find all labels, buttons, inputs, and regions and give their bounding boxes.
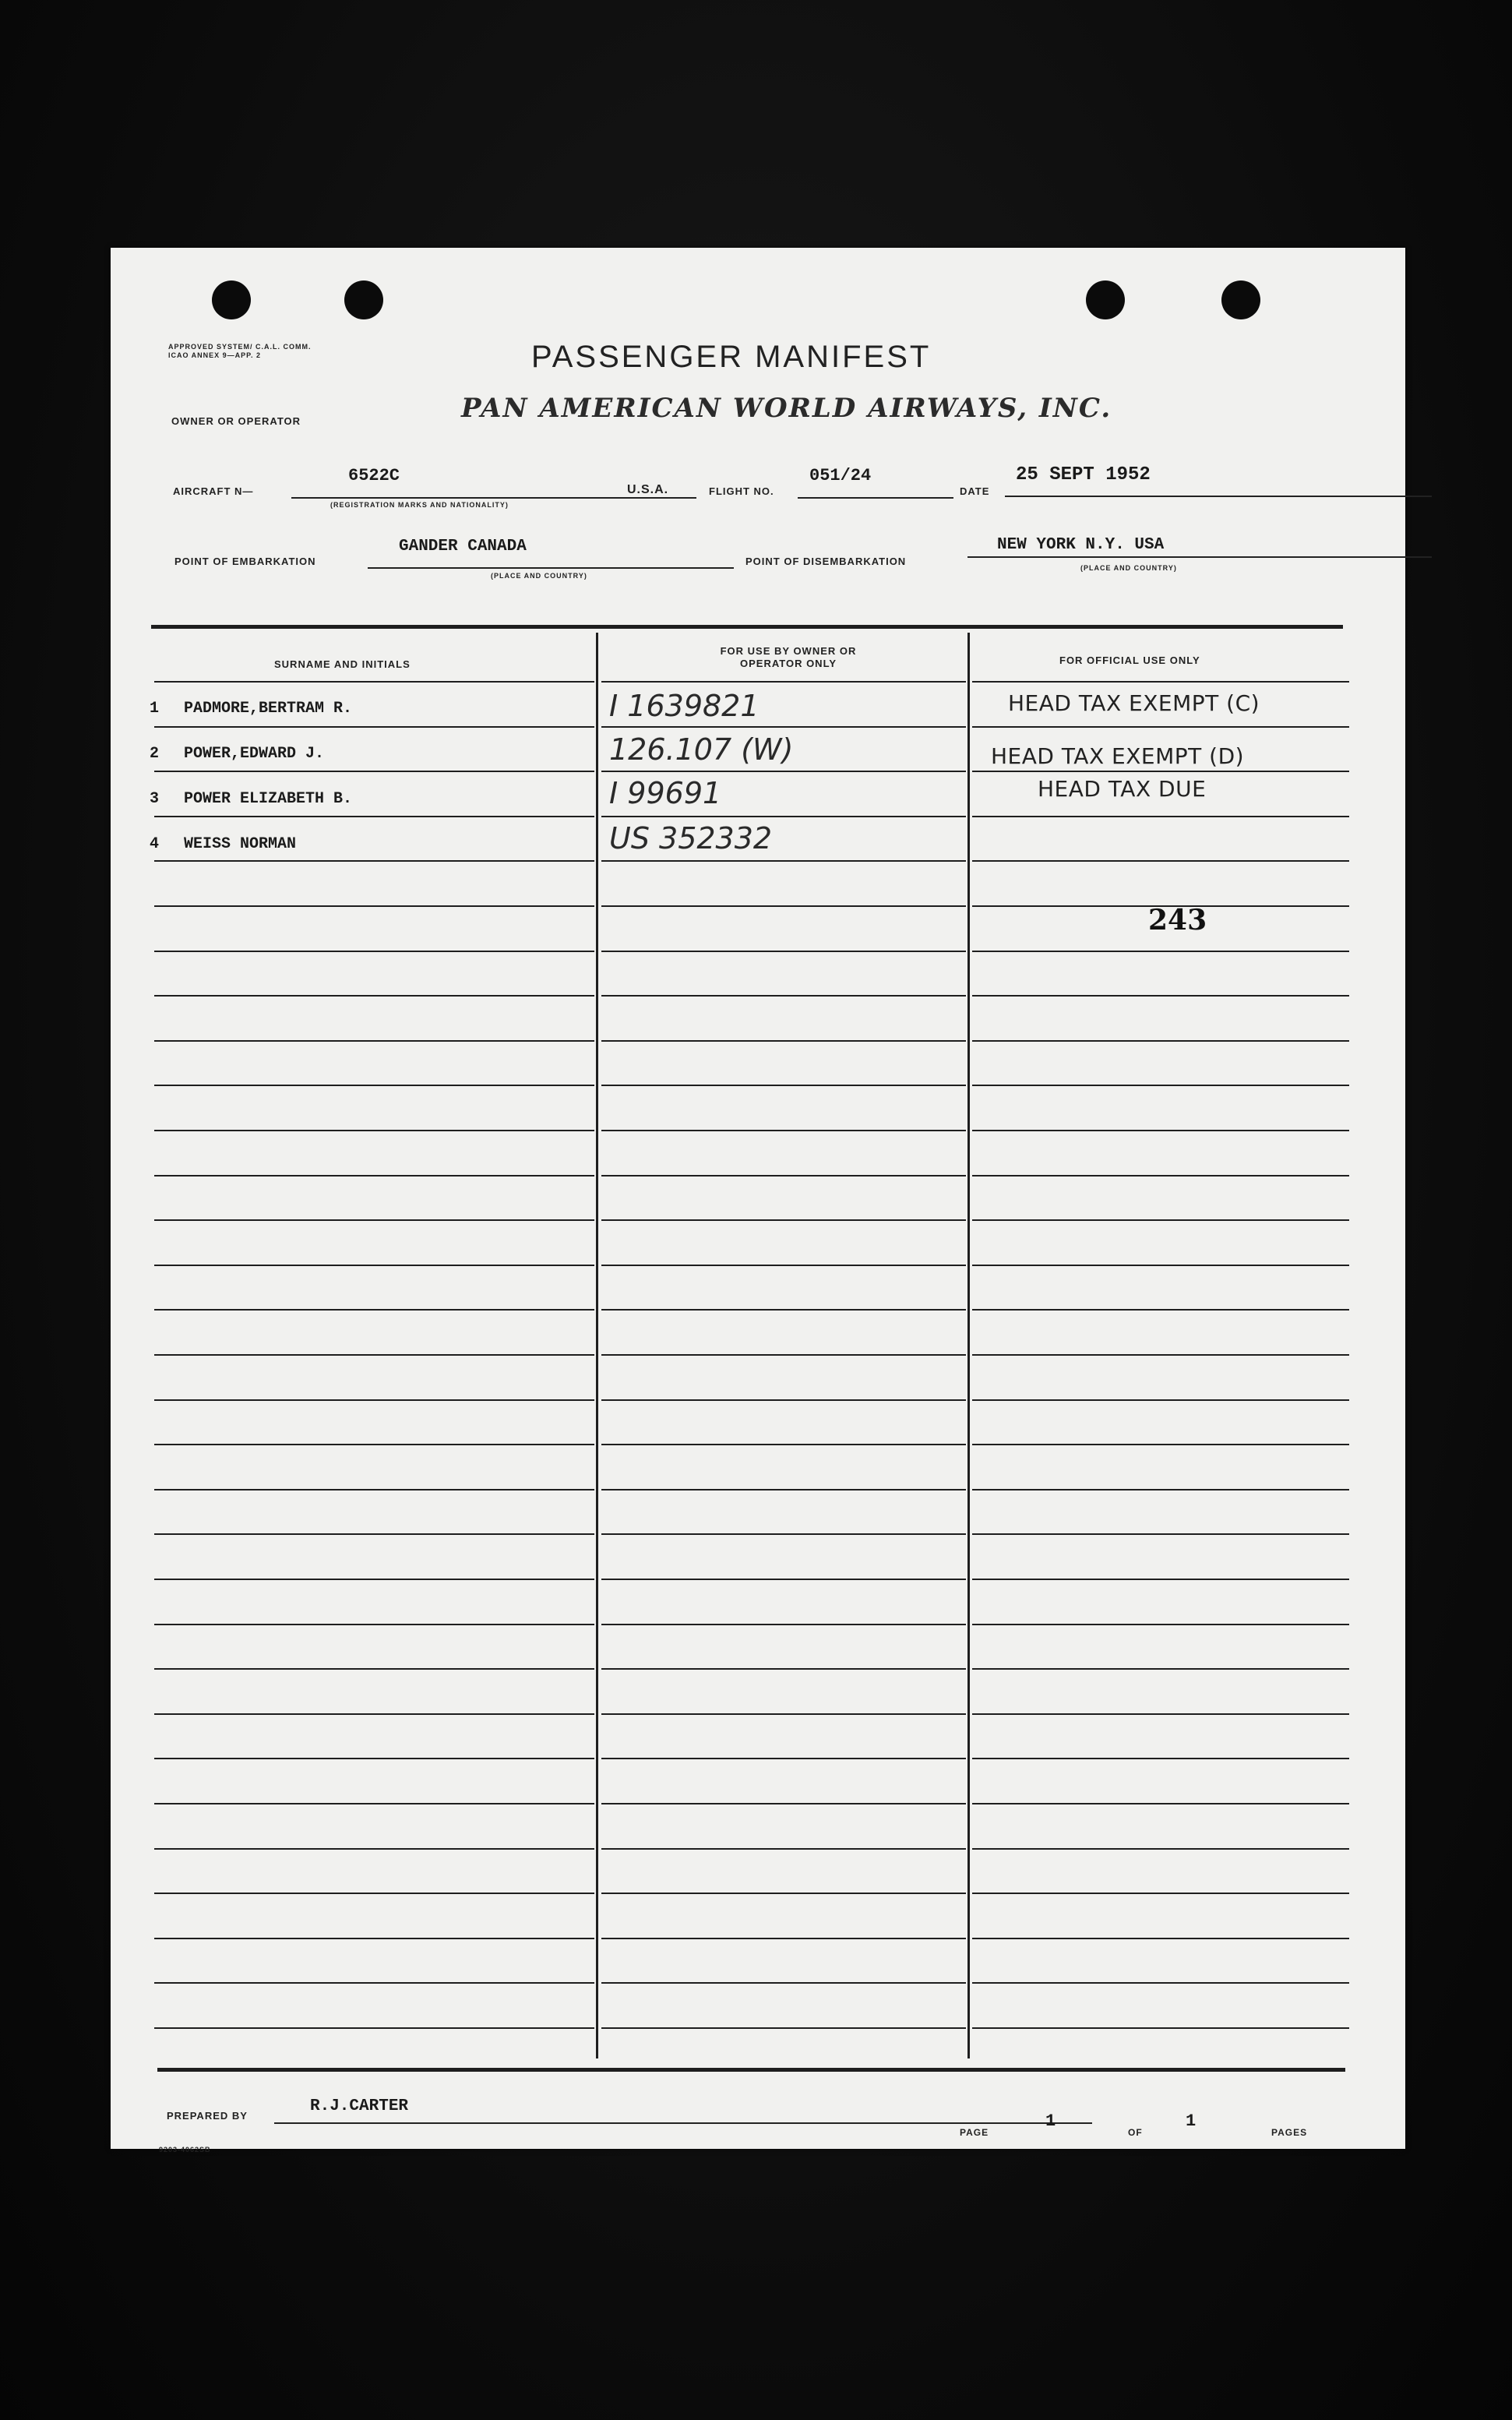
row-rule — [601, 1848, 966, 1850]
row-rule — [154, 1624, 594, 1625]
row-rule — [601, 1758, 966, 1759]
date-value: 25 SEPT 1952 — [1016, 464, 1151, 485]
row-rule — [601, 1130, 966, 1131]
row-rule — [972, 1489, 1349, 1490]
disembark-value: NEW YORK N.Y. USA — [997, 536, 1165, 554]
row-rule — [154, 681, 594, 683]
row-rule — [154, 2027, 594, 2029]
flight-label: FLIGHT NO. — [709, 485, 774, 497]
row-rule — [154, 1938, 594, 1939]
row-rule — [972, 1130, 1349, 1131]
row-rule — [154, 1130, 594, 1131]
row-rule — [601, 816, 966, 817]
date-label: DATE — [960, 485, 990, 497]
page-title: PASSENGER MANIFEST — [531, 340, 932, 374]
row-rule — [972, 1444, 1349, 1445]
prepared-underline — [274, 2122, 1092, 2124]
col-header-surname: SURNAME AND INITIALS — [274, 658, 411, 670]
prepared-value: R.J.CARTER — [310, 2097, 409, 2115]
of-label: OF — [1128, 2127, 1143, 2138]
row-rule — [601, 951, 966, 952]
row-rule — [154, 1354, 594, 1356]
page-total: 1 — [1186, 2111, 1197, 2131]
table-bottom-rule — [157, 2068, 1345, 2072]
row-rule — [601, 1533, 966, 1535]
row-rule — [972, 1803, 1349, 1804]
date-underline — [1005, 496, 1432, 497]
row-rule — [154, 1533, 594, 1535]
row-rule — [154, 951, 594, 952]
embark-underline — [368, 567, 734, 569]
row-rule — [972, 1713, 1349, 1715]
passenger-name: POWER,EDWARD J. — [184, 745, 325, 763]
row-rule — [154, 1713, 594, 1715]
row-number: 1 — [150, 700, 160, 718]
row-rule — [601, 2027, 966, 2029]
official-note: HEAD TAX EXEMPT (D) — [991, 743, 1245, 769]
row-rule — [154, 726, 594, 728]
row-number: 3 — [150, 790, 160, 808]
row-rule — [601, 1085, 966, 1086]
punch-hole — [344, 280, 383, 319]
row-rule — [972, 1175, 1349, 1176]
row-rule — [972, 1354, 1349, 1356]
row-rule — [972, 816, 1349, 817]
embark-value: GANDER CANADA — [399, 538, 527, 556]
passenger-name: POWER ELIZABETH B. — [184, 790, 353, 808]
row-rule — [972, 1533, 1349, 1535]
column-divider — [596, 633, 598, 2058]
official-note: HEAD TAX EXEMPT (C) — [1008, 690, 1260, 716]
row-rule — [972, 1982, 1349, 1984]
passenger-name: WEISS NORMAN — [184, 835, 297, 853]
row-rule — [601, 771, 966, 772]
row-rule — [154, 1803, 594, 1804]
pages-label: PAGES — [1271, 2127, 1308, 2138]
row-rule — [601, 1175, 966, 1176]
row-rule — [972, 951, 1349, 952]
punch-hole — [1221, 280, 1260, 319]
disembark-note: (PLACE AND COUNTRY) — [1080, 564, 1177, 572]
owner-note: I 1639821 — [609, 689, 760, 723]
row-rule — [601, 995, 966, 997]
row-rule — [601, 1668, 966, 1670]
row-rule — [972, 995, 1349, 997]
row-rule — [601, 1489, 966, 1490]
row-rule — [601, 860, 966, 862]
row-rule — [601, 1265, 966, 1266]
row-rule — [601, 726, 966, 728]
row-rule — [601, 1219, 966, 1221]
row-rule — [601, 1309, 966, 1311]
row-rule — [154, 1982, 594, 1984]
row-rule — [972, 1668, 1349, 1670]
row-rule — [972, 1579, 1349, 1580]
prepared-label: PREPARED BY — [167, 2110, 248, 2122]
flight-underline — [798, 497, 953, 499]
row-rule — [972, 1219, 1349, 1221]
page-label: PAGE — [960, 2127, 989, 2138]
usa-label: U.S.A. — [627, 483, 669, 496]
flight-value: 051/24 — [809, 466, 872, 485]
row-rule — [972, 1040, 1349, 1042]
col-header-official-use: FOR OFFICIAL USE ONLY — [1059, 654, 1200, 666]
aircraft-label: AIRCRAFT N— — [173, 485, 254, 497]
row-rule — [972, 1309, 1349, 1311]
column-divider — [967, 633, 970, 2058]
row-rule — [154, 995, 594, 997]
row-rule — [601, 905, 966, 907]
row-rule — [972, 1265, 1349, 1266]
row-rule — [601, 1938, 966, 1939]
row-rule — [154, 1085, 594, 1086]
disembark-label: POINT OF DISEMBARKATION — [745, 556, 907, 567]
row-rule — [154, 1758, 594, 1759]
row-rule — [972, 771, 1349, 772]
page-number: 1 — [1045, 2111, 1056, 2131]
row-rule — [601, 681, 966, 683]
row-rule — [154, 771, 594, 772]
row-rule — [154, 1579, 594, 1580]
disembark-underline — [967, 556, 1432, 558]
row-rule — [972, 681, 1349, 683]
row-rule — [972, 1085, 1349, 1086]
table-top-rule — [151, 625, 1343, 629]
form-code: 9203-4062SB — [159, 2146, 211, 2154]
row-rule — [601, 1893, 966, 1894]
owner-note: I 99691 — [609, 776, 722, 810]
row-rule — [972, 1938, 1349, 1939]
row-rule — [972, 1758, 1349, 1759]
row-rule — [154, 1668, 594, 1670]
official-number: 243 — [1148, 904, 1207, 937]
row-rule — [601, 1040, 966, 1042]
row-rule — [154, 1265, 594, 1266]
row-rule — [972, 1624, 1349, 1625]
col-header-owner-use: FOR USE BY OWNER OR OPERATOR ONLY — [720, 645, 857, 669]
row-rule — [972, 2027, 1349, 2029]
official-note: HEAD TAX DUE — [1038, 776, 1207, 802]
aircraft-underline — [291, 497, 696, 499]
row-number: 2 — [150, 745, 160, 763]
row-rule — [972, 1848, 1349, 1850]
row-rule — [154, 860, 594, 862]
embark-note: (PLACE AND COUNTRY) — [491, 572, 587, 580]
passenger-name: PADMORE,BERTRAM R. — [184, 700, 353, 718]
owner-note: US 352332 — [609, 821, 773, 855]
aircraft-value: 6522C — [348, 466, 400, 485]
row-rule — [154, 1219, 594, 1221]
row-rule — [601, 1354, 966, 1356]
approval-note: APPROVED SYSTEM/ C.A.L. COMM. ICAO ANNEX 9—APP. 2 — [168, 343, 312, 359]
row-rule — [154, 1399, 594, 1401]
embark-label: POINT OF EMBARKATION — [174, 556, 316, 567]
row-rule — [601, 1803, 966, 1804]
row-rule — [972, 860, 1349, 862]
row-rule — [972, 1399, 1349, 1401]
row-rule — [972, 1893, 1349, 1894]
row-rule — [601, 1713, 966, 1715]
row-rule — [601, 1399, 966, 1401]
row-rule — [154, 1444, 594, 1445]
row-rule — [972, 726, 1349, 728]
punch-hole — [212, 280, 251, 319]
punch-hole — [1086, 280, 1125, 319]
row-rule — [601, 1579, 966, 1580]
row-rule — [154, 1309, 594, 1311]
owner-label: OWNER OR OPERATOR — [171, 415, 301, 427]
row-rule — [154, 1848, 594, 1850]
row-rule — [154, 1175, 594, 1176]
row-rule — [154, 816, 594, 817]
row-rule — [154, 1893, 594, 1894]
row-rule — [154, 1489, 594, 1490]
row-rule — [601, 1444, 966, 1445]
row-number: 4 — [150, 835, 160, 853]
row-rule — [154, 905, 594, 907]
manifest-sheet — [111, 248, 1405, 2154]
row-rule — [601, 1624, 966, 1625]
operator-name: PAN AMERICAN WORLD AIRWAYS, INC. — [461, 393, 1112, 424]
registration-note: (REGISTRATION MARKS AND NATIONALITY) — [330, 501, 509, 509]
row-rule — [154, 1040, 594, 1042]
row-rule — [601, 1982, 966, 1984]
owner-note: 126.107 (W) — [609, 732, 794, 767]
